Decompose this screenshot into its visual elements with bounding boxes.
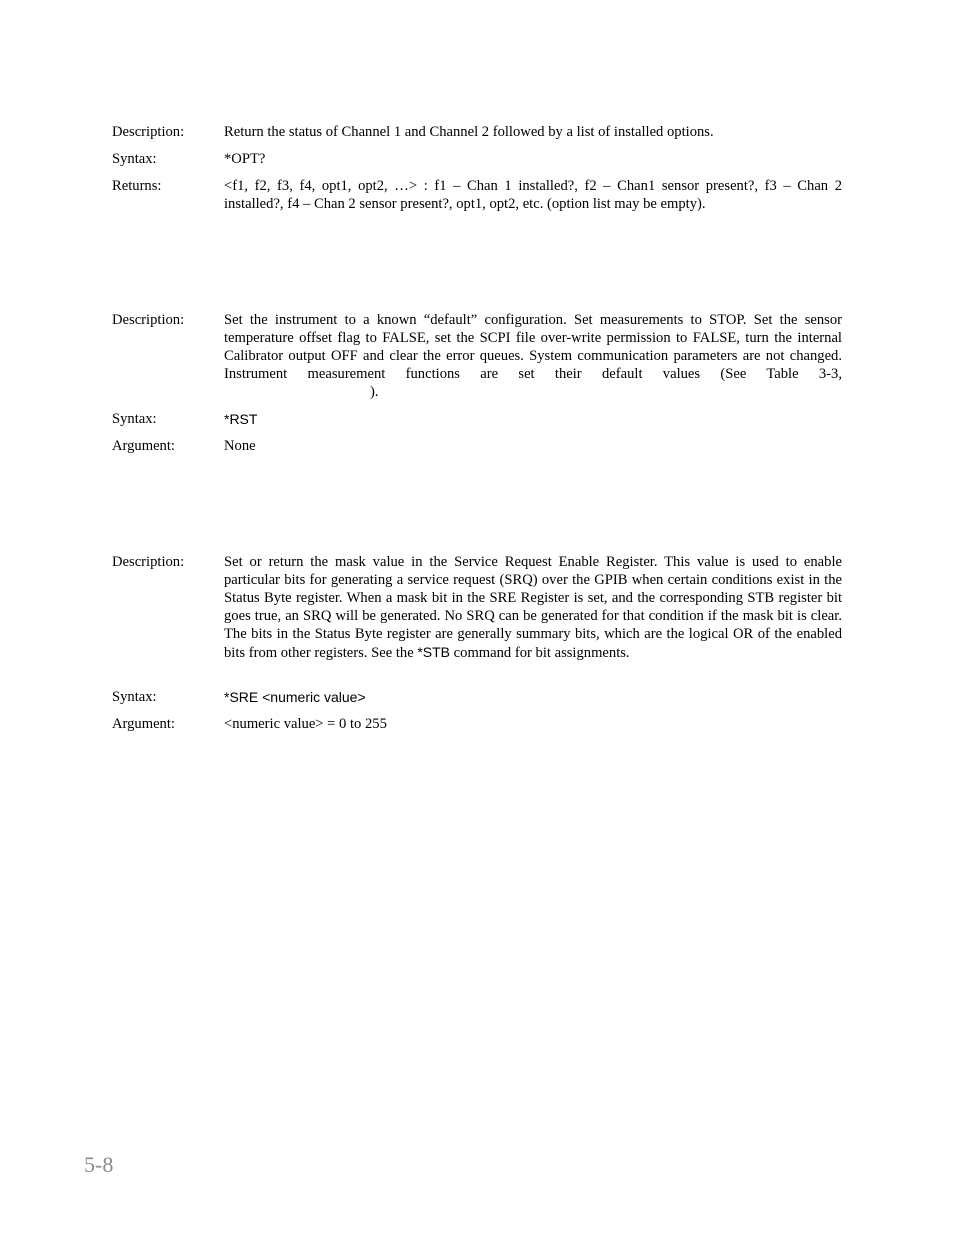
rst-description-main: Set the instrument to a known “default” configuration. Set measurements to STOP. Set the sensor temperature offset flag to FALSE, set the SCPI file over-write permission to FALSE, turn the internal Calibrator output OFF and clear the error queues. System communication parameters are not changed. Instrument measurement functions are set their default values (See Table 3-3, [224, 312, 842, 382]
opt-description-text: Return the status of Channel 1 and Channel 2 followed by a list of installed options. [224, 124, 714, 140]
sre-description-text [224, 553, 842, 662]
rst-syntax-text: *RST [224, 411, 258, 427]
opt-syntax-label: Syntax: [112, 151, 157, 167]
sre-description-label: Description: [112, 554, 185, 570]
rst-syntax-label: Syntax: [112, 411, 157, 427]
sre-syntax-text: *SRE <numeric value> [224, 689, 366, 705]
rst-argument-text: None [224, 438, 256, 454]
rst-description-end-line [224, 383, 842, 401]
sre-description-part2: command for bit assignments. [453, 645, 630, 661]
page-number: 5-8 [84, 1152, 114, 1177]
sre-argument-text: <numeric value> = 0 to 255 [224, 716, 387, 732]
sre-stb-command: *STB [417, 644, 451, 660]
opt-syntax-text: *OPT? [224, 151, 266, 167]
opt-returns-line-1: <f1, f2, f3, f4, opt1, opt2, …> : f1 – Chan 1 installed?, f2 – Chan1 sensor present?, f3 – Chan 2 [224, 178, 842, 194]
opt-returns-text [224, 177, 842, 213]
sre-argument-label: Argument: [112, 716, 175, 732]
rst-description-label: Description: [112, 312, 185, 328]
sre-syntax-label: Syntax: [112, 689, 157, 705]
rst-argument-label: Argument: [112, 438, 175, 454]
rst-description-text [224, 311, 842, 401]
rst-description-end: ). [370, 384, 379, 400]
sre-description-part1: Set or return the mask value in the Service Request Enable Register. This value is used to enable particular bits for generating a service request (SRQ) over the GPIB when certain conditions exist in the Status Byte register. When a mask bit in the SRE Register is set, and the corresponding STB register bit goes true, an SRQ will be generated. No SRQ can be generated for that condition if the mask bit is clear. The bits in the Status Byte register are generally summary bits, which are the logical OR of the enabled bits from other registers. See the [224, 554, 842, 661]
opt-description-label: Description: [112, 124, 185, 140]
opt-returns-label: Returns: [112, 178, 162, 194]
opt-returns-line-2: installed?, f4 – Chan 2 sensor present?, opt1, opt2, etc. (option list may be empty). [224, 196, 706, 212]
